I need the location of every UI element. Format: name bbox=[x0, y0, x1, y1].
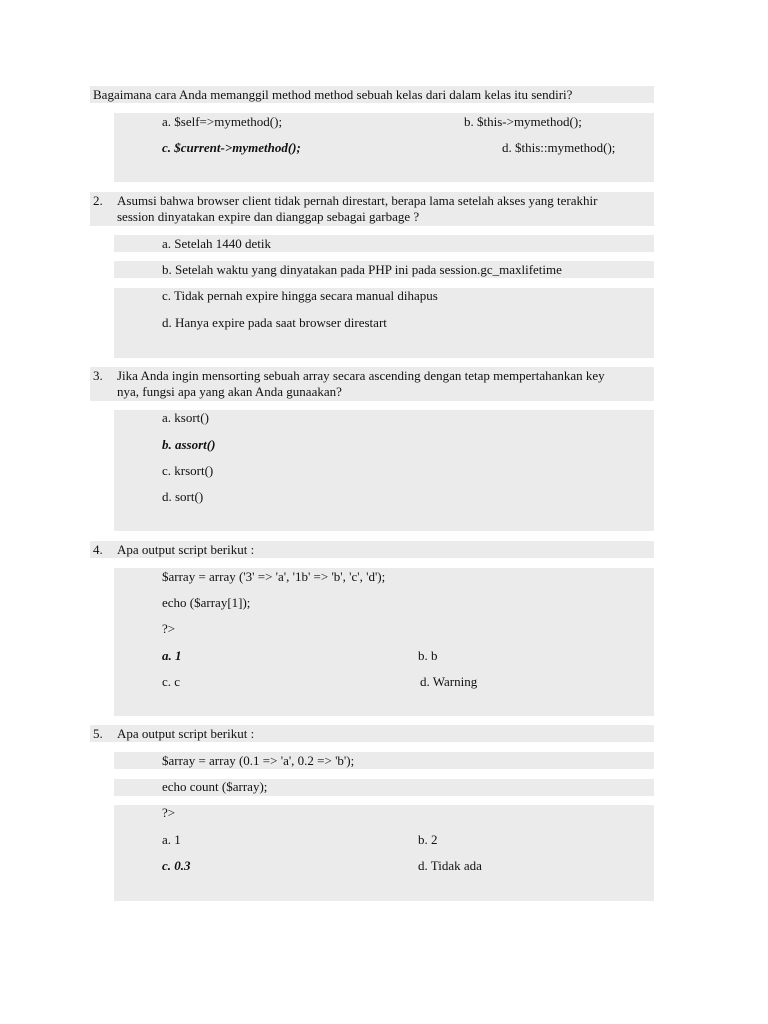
q2-option-c: c. Tidak pernah expire hingga secara manual dihapus bbox=[162, 288, 438, 303]
q4-option-b: b. b bbox=[418, 648, 438, 663]
q1-question: Bagaimana cara Anda memanggil method method sebuah kelas dari dalam kelas itu sendiri? bbox=[93, 87, 573, 102]
q3-option-b: b. assort() bbox=[162, 437, 216, 452]
q4-code-line1: $array = array ('3' => 'a', '1b' => 'b', 'c', 'd'); bbox=[162, 569, 386, 584]
q2-option-d: d. Hanya expire pada saat browser direstart bbox=[162, 315, 387, 330]
q5-number: 5. bbox=[93, 726, 103, 741]
q5-code-line3: ?> bbox=[162, 805, 176, 820]
q3-number: 3. bbox=[93, 368, 103, 383]
q3-question-line2: nya, fungsi apa yang akan Anda gunaakan? bbox=[117, 384, 342, 399]
q5-option-a: a. 1 bbox=[162, 832, 181, 847]
q2-question-line1: Asumsi bahwa browser client tidak pernah direstart, berapa lama setelah akses yang terakhir bbox=[117, 193, 598, 208]
q1-option-a: a. $self=>mymethod(); bbox=[162, 114, 283, 129]
q4-option-a: a. 1 bbox=[162, 648, 182, 663]
q5-option-b: b. 2 bbox=[418, 832, 438, 847]
q4-number: 4. bbox=[93, 542, 103, 557]
q5-code-line1: $array = array (0.1 => 'a', 0.2 => 'b'); bbox=[162, 753, 355, 768]
q3-option-a: a. ksort() bbox=[162, 410, 209, 425]
q2-option-a: a. Setelah 1440 detik bbox=[162, 236, 272, 251]
q3-option-c: c. krsort() bbox=[162, 463, 214, 478]
q5-option-d: d. Tidak ada bbox=[418, 858, 482, 873]
q5-code-line2: echo count ($array); bbox=[162, 779, 268, 794]
q4-body-band bbox=[114, 568, 654, 716]
q5-option-c: c. 0.3 bbox=[162, 858, 191, 873]
q2-option-b: b. Setelah waktu yang dinyatakan pada PHP ini pada session.gc_maxlifetime bbox=[162, 262, 562, 277]
q4-question: Apa output script berikut : bbox=[117, 542, 255, 557]
q2-question-line2: session dinyatakan expire dan dianggap sebagai garbage ? bbox=[117, 209, 420, 224]
q4-option-d: d. Warning bbox=[420, 674, 478, 689]
q4-code-line3: ?> bbox=[162, 621, 176, 636]
q1-option-d: d. $this::mymethod(); bbox=[502, 140, 616, 155]
q4-option-c: c. c bbox=[162, 674, 181, 689]
q5-body-band bbox=[114, 805, 654, 901]
q2-number: 2. bbox=[93, 193, 103, 208]
q1-option-b: b. $this->mymethod(); bbox=[464, 114, 582, 129]
q1-option-c: c. $current->mymethod(); bbox=[162, 140, 301, 155]
q4-code-line2: echo ($array[1]); bbox=[162, 595, 251, 610]
q5-question: Apa output script berikut : bbox=[117, 726, 255, 741]
q3-question-line1: Jika Anda ingin mensorting sebuah array secara ascending dengan tetap mempertahankan key bbox=[117, 368, 605, 383]
q3-option-d: d. sort() bbox=[162, 489, 204, 504]
